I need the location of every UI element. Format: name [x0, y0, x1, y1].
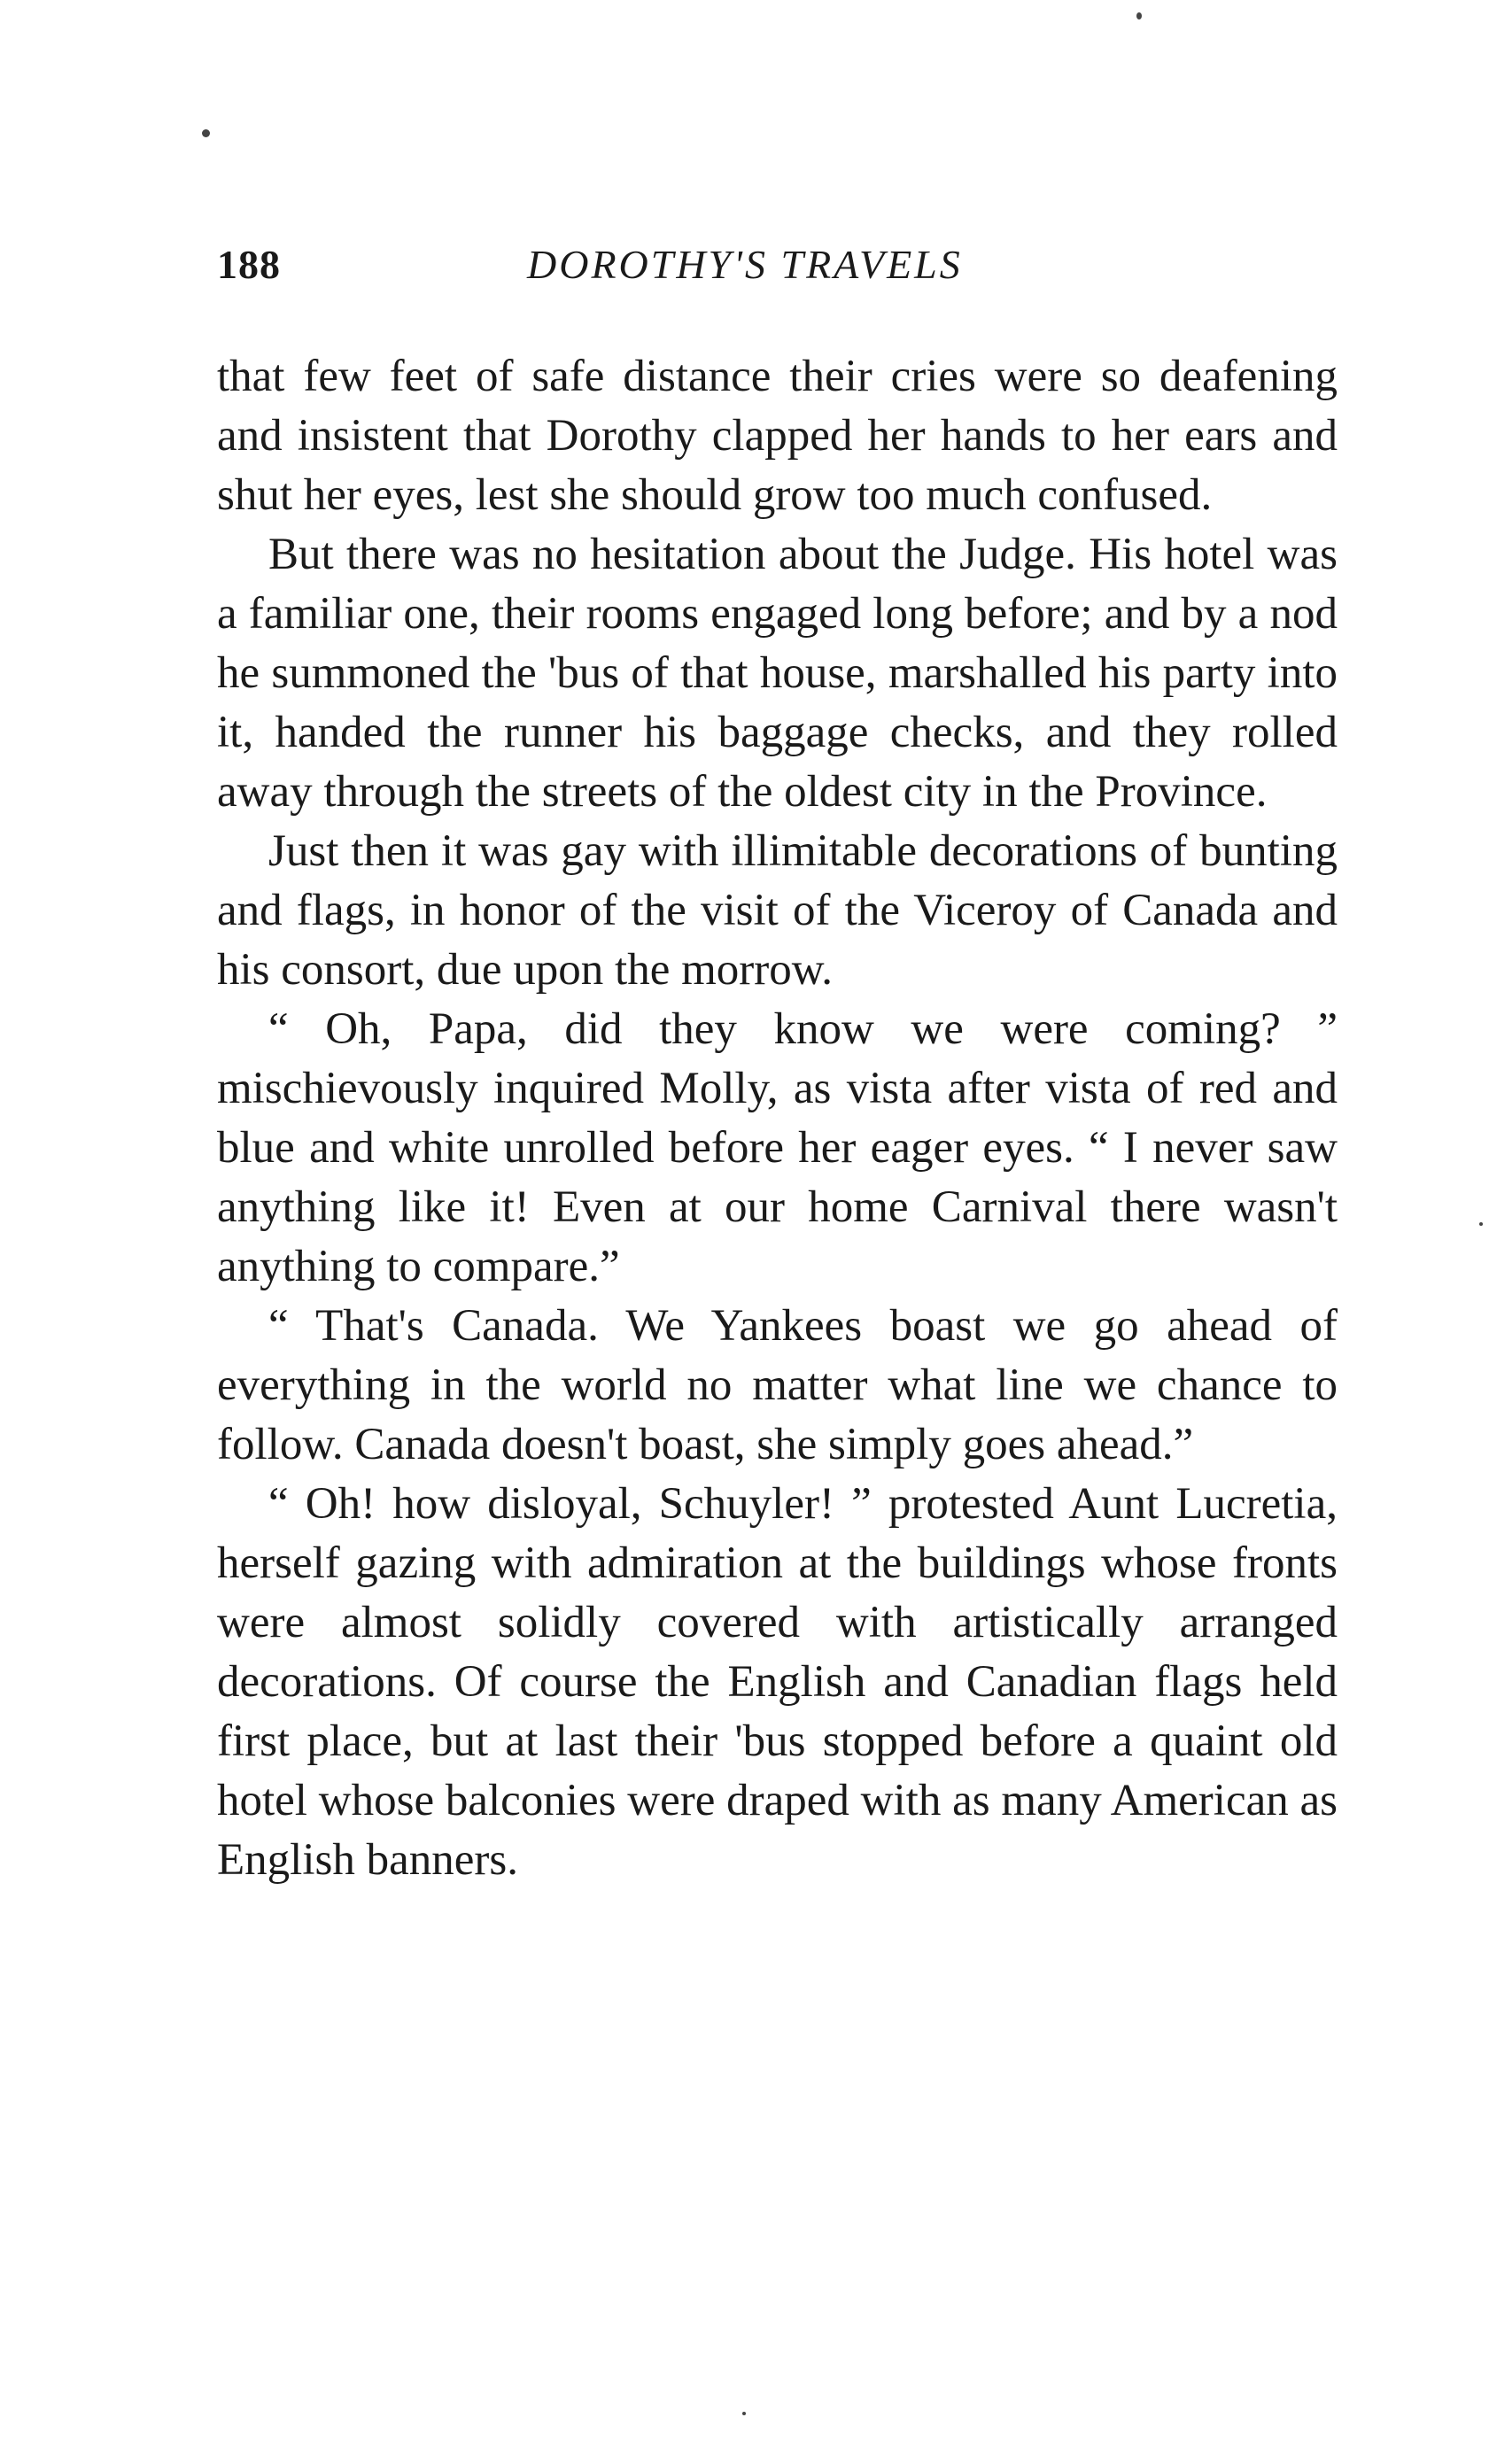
ink-speck [742, 2412, 746, 2415]
ink-speck [202, 129, 210, 137]
paragraph: “ Oh! how disloyal, Schuyler! ” protested Aunt Lucretia, herself gazing with admiration at the buildings whose fronts were almost solidly covered with artistically arranged decorations. Of course the English and Canadian flags held first place, but at last their 'bus stopped before a quaint old hotel whose balconies were draped with as many American as English banners. [217, 1479, 1338, 1885]
running-title: DOROTHY'S TRAVELS [527, 242, 963, 287]
paragraph-continued: that few feet of safe distance their cries were so deafening and insistent that Dorothy clapped her hands to her ears and shut her eyes, lest she should grow too much confused. [217, 352, 1338, 520]
paragraph: “ That's Canada. We Yankees boast we go ahead of everything in the world no matter what line we chance to follow. Canada doesn't boast, she simply goes ahead.” [217, 1301, 1338, 1469]
page-number: 188 [217, 242, 281, 287]
ink-speck [1136, 12, 1142, 19]
paragraph: Just then it was gay with illimitable decorations of bunting and flags, in honor of the visit of the Viceroy of Canada and his consort, due upon the morrow. [217, 826, 1338, 995]
paragraph: But there was no hesitation about the Judge. His hotel was a familiar one, their rooms engaged long before; and by a nod he summoned the 'bus of that house, marshalled his party into it, handed the runner his baggage checks, and they rolled away through the streets of the oldest city in the Province. [217, 530, 1338, 817]
body-text [217, 347, 1338, 1890]
ink-speck [1479, 1222, 1483, 1226]
paragraph: “ Oh, Papa, did they know we were coming? ” mischievously inquired Molly, as vista after vista of red and blue and white unrolled before her eager eyes. “ I never saw anything like it! Even at our home Carnival there wasn't anything to compare.” [217, 1004, 1338, 1291]
page-header [217, 241, 1338, 303]
